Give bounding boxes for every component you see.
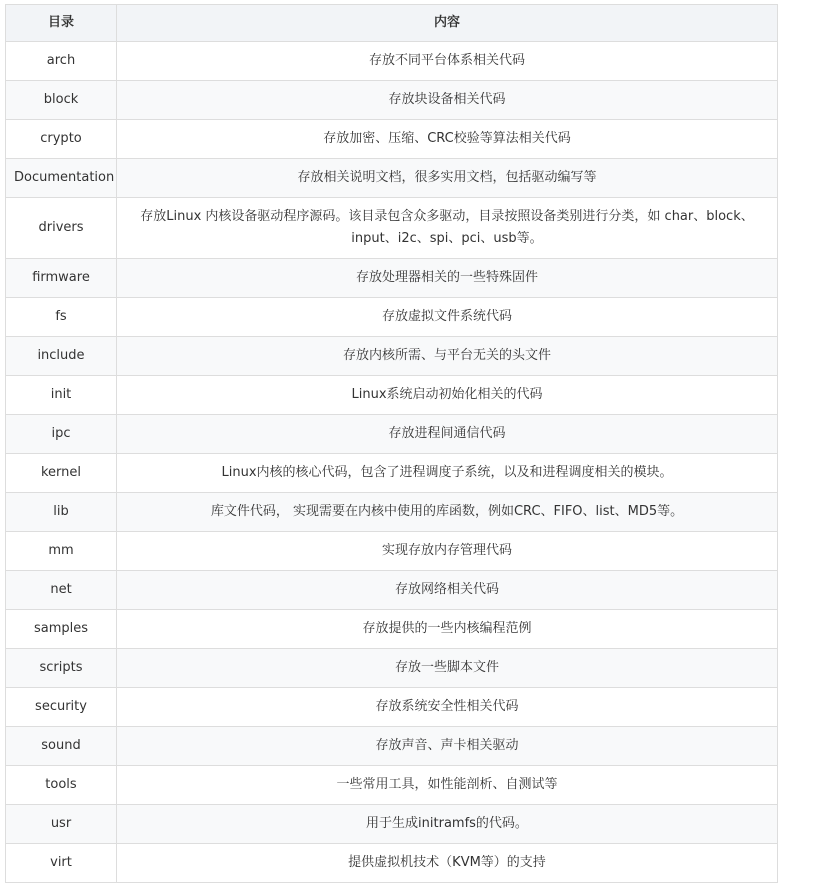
directory-name-cell: drivers bbox=[6, 198, 117, 259]
directory-name-cell: firmware bbox=[6, 259, 117, 298]
table-row bbox=[6, 120, 778, 159]
table-row bbox=[6, 649, 778, 688]
directory-description-cell: 存放块设备相关代码 bbox=[117, 81, 778, 120]
table-row bbox=[6, 159, 778, 198]
table-row bbox=[6, 42, 778, 81]
directory-table-container bbox=[5, 4, 777, 883]
directory-name-cell: security bbox=[6, 688, 117, 727]
directory-description-cell: 存放系统安全性相关代码 bbox=[117, 688, 778, 727]
directory-description-cell: 存放虚拟文件系统代码 bbox=[117, 298, 778, 337]
directory-description-cell: 存放相关说明文档，很多实用文档，包括驱动编写等 bbox=[117, 159, 778, 198]
table-row bbox=[6, 259, 778, 298]
header-directory: 目录 bbox=[6, 5, 117, 42]
directory-name-cell: crypto bbox=[6, 120, 117, 159]
directory-description-cell: 实现存放内存管理代码 bbox=[117, 532, 778, 571]
directory-description-cell: 存放处理器相关的一些特殊固件 bbox=[117, 259, 778, 298]
header-content: 内容 bbox=[117, 5, 778, 42]
directory-description-cell: 存放Linux 内核设备驱动程序源码。该目录包含众多驱动，目录按照设备类别进行分类，如 char、block、input、i2c、spi、pci、usb等。 bbox=[117, 198, 778, 259]
directory-description-cell: 库文件代码， 实现需要在内核中使用的库函数，例如CRC、FIFO、list、MD5等。 bbox=[117, 493, 778, 532]
directory-name-cell: mm bbox=[6, 532, 117, 571]
directory-name-cell: include bbox=[6, 337, 117, 376]
directory-description-cell: 一些常用工具，如性能剖析、自测试等 bbox=[117, 766, 778, 805]
table-row bbox=[6, 610, 778, 649]
directory-name-cell: usr bbox=[6, 805, 117, 844]
directory-table bbox=[5, 4, 778, 883]
table-row bbox=[6, 337, 778, 376]
directory-description-cell: Linux内核的核心代码，包含了进程调度子系统，以及和进程调度相关的模块。 bbox=[117, 454, 778, 493]
table-row bbox=[6, 493, 778, 532]
directory-name-cell: scripts bbox=[6, 649, 117, 688]
directory-name-cell: sound bbox=[6, 727, 117, 766]
directory-name-cell: block bbox=[6, 81, 117, 120]
directory-name-cell: init bbox=[6, 376, 117, 415]
directory-name-cell: fs bbox=[6, 298, 117, 337]
table-row bbox=[6, 844, 778, 883]
table-row bbox=[6, 198, 778, 259]
table-row bbox=[6, 376, 778, 415]
directory-name-cell: arch bbox=[6, 42, 117, 81]
directory-name-cell: virt bbox=[6, 844, 117, 883]
directory-description-cell: 存放内核所需、与平台无关的头文件 bbox=[117, 337, 778, 376]
directory-description-cell: 存放不同平台体系相关代码 bbox=[117, 42, 778, 81]
directory-name-cell: ipc bbox=[6, 415, 117, 454]
table-header bbox=[6, 5, 778, 42]
table-row bbox=[6, 571, 778, 610]
table-row bbox=[6, 81, 778, 120]
directory-description-cell: 提供虚拟机技术（KVM等）的支持 bbox=[117, 844, 778, 883]
table-row bbox=[6, 727, 778, 766]
directory-description-cell: 存放声音、声卡相关驱动 bbox=[117, 727, 778, 766]
directory-description-cell: 存放进程间通信代码 bbox=[117, 415, 778, 454]
table-row bbox=[6, 805, 778, 844]
table-row bbox=[6, 454, 778, 493]
table-body bbox=[6, 42, 778, 883]
table-row bbox=[6, 415, 778, 454]
directory-name-cell: tools bbox=[6, 766, 117, 805]
table-row bbox=[6, 298, 778, 337]
directory-description-cell: 用于生成initramfs的代码。 bbox=[117, 805, 778, 844]
directory-description-cell: 存放加密、压缩、CRC校验等算法相关代码 bbox=[117, 120, 778, 159]
directory-description-cell: 存放一些脚本文件 bbox=[117, 649, 778, 688]
directory-name-cell: net bbox=[6, 571, 117, 610]
directory-name-cell: samples bbox=[6, 610, 117, 649]
directory-name-cell: kernel bbox=[6, 454, 117, 493]
directory-description-cell: 存放提供的一些内核编程范例 bbox=[117, 610, 778, 649]
table-row bbox=[6, 532, 778, 571]
header-row bbox=[6, 5, 778, 42]
directory-description-cell: Linux系统启动初始化相关的代码 bbox=[117, 376, 778, 415]
table-row bbox=[6, 766, 778, 805]
directory-name-cell: Documentation bbox=[6, 159, 117, 198]
directory-description-cell: 存放网络相关代码 bbox=[117, 571, 778, 610]
table-row bbox=[6, 688, 778, 727]
directory-name-cell: lib bbox=[6, 493, 117, 532]
